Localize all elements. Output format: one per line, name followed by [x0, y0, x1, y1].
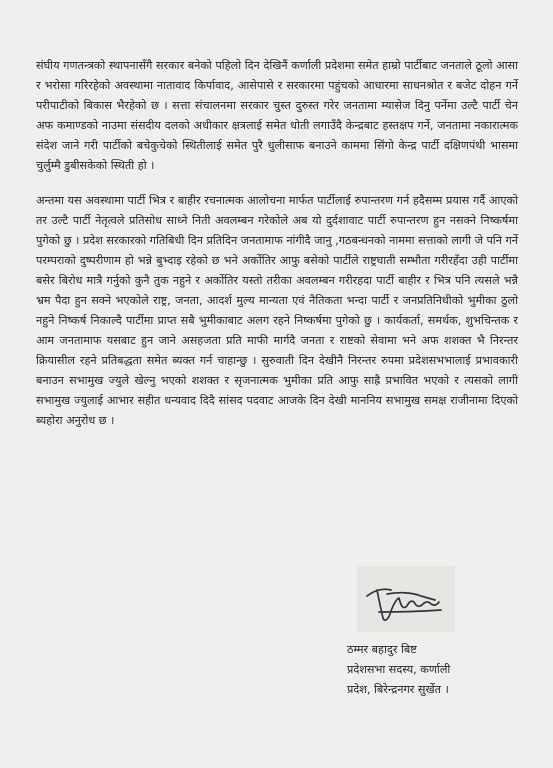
signature-details [347, 640, 527, 700]
letter-body [36, 56, 518, 431]
signature-block [347, 566, 527, 700]
handwritten-signature [357, 566, 455, 632]
letter-paragraph-2: अन्तमा यस अवस्थामा पार्टी भित्र र बाहीर रचनात्मक आलोचना मार्फत पार्टीलाई रुपान्तरण गर्न हदैसम्म प्रयास गर्दै आएको तर उल्टै पार्टी नेतृत्वले प्रतिसोध साध्ने निती अवलम्बन गरेकोले अब यो दुर्दशावाट पार्टी रुपान्तरण हुन नसक्ने निष्कर्षमा पुगेको छु । प्रदेश सरकारको गतिबिधी दिन प्रतिदिन जनतामाफ नांगीदै जानु ,गठबन्धनको नाममा सत्ताको लागी जे पनि गर्ने परम्पराको दुष्परीणाम हो भन्ने बुभ्दाइ रहेको छ भने अर्कोतिर आफु बसेको पार्टीले राष्ट्रघाती सम्भौता गरीरहँदा उही पार्टीमा बसेर बिरोध मात्रै गर्नुको कुनै तुक नहुने र अर्कोतिर यस्तो तरीका अवलम्बन गरीरहदा पार्टी बाहीर र भित्र पनि त्यसले भन्नै भ्रम पैदा हुन सक्ने भएकोले राष्ट्र, जनता, आदर्श मुल्य मान्यता एवं नैतिकता भन्दा पार्टी र जनप्रतिनिधीको भुमीका ठुलो नहुने निष्कर्ष निकाल्दै पार्टीमा प्राप्त सबै भुमीकाबाट अलग रहने निष्कर्षमा पुगेको छु । कार्यकर्ता, समर्थक, शुभचिन्तक र आम जनतामाफ यसबाट हुन जाने असहजता प्रति माफी मार्गदै जनता र राष्टको सेवामा भने अफ शशक्त भै निरन्तर क्रियासील रहने प्रतिबद्धता समेत ब्यक्त गर्न चाहान्छु । सुरुवाती दिन देखीनै निरन्तर रुपमा प्रदेशसभभालाई प्रभावकारी बनाउन सभामुख ज्युले खेल्नु भएको शशक्त र सृजनात्मक भुमीका प्रति आफु साह्रै प्रभावित भएको र त्यसको लागी सभामुख ज्युलाई आभार सहीत धन्यवाद दिदै सांसद पदवाट आजके दिन देखी माननिय सभामुख समक्ष राजीनामा दिएको ब्यहोरा अनुरोध छ । [36, 194, 518, 427]
signature-scribble-icon [357, 566, 455, 632]
letter-paragraph-1: संघीय गणतन्त्रको स्थापनासँगै सरकार बनेको पहिलो दिन देखिनैं कर्णाली प्रदेशमा समेत हाम्रो पार्टीबाट जनताले ठूलो आसा र भरोसा गरिरहेको अवस्थामा नातावाद किर्पावाद, आसेपासे र सरकारमा पहुंचको आधारमा साधनश्रोत र बजेट दोहन गर्ने परीपाटीको बिकास भैरहेको छ । सत्ता संचालनमा सरकार चुस्त दुरुस्त गरेर जनतामा म्यासेज दिनु पर्नेमा उल्टै पार्टी चेन अफ कमाण्डको नाउमा संसदीय दलको अधीकार क्षत्रलाई समेत धोती लगाउँदै केन्द्रबाट हस्तक्षप गर्ने, जनतामा नकारात्मक संदेश जाने गरी पार्टीको बचेकुचेको स्थितीलाई समेत पुरै धुलीसाफ बनाउने काममा सिंगो केन्द्र पार्टी दक्षिणपंथी भासमा चुर्लुम्मै डुबीसकेको स्थिती हो । [36, 59, 518, 172]
signatory-name: ठम्मर बहादुर बिष्ट [347, 643, 417, 656]
signatory-title: प्रदेशसभा सदस्य, कर्णाली [347, 663, 451, 676]
signatory-address: प्रदेश, बिरेन्द्रनगर सुर्खेत । [347, 683, 449, 696]
